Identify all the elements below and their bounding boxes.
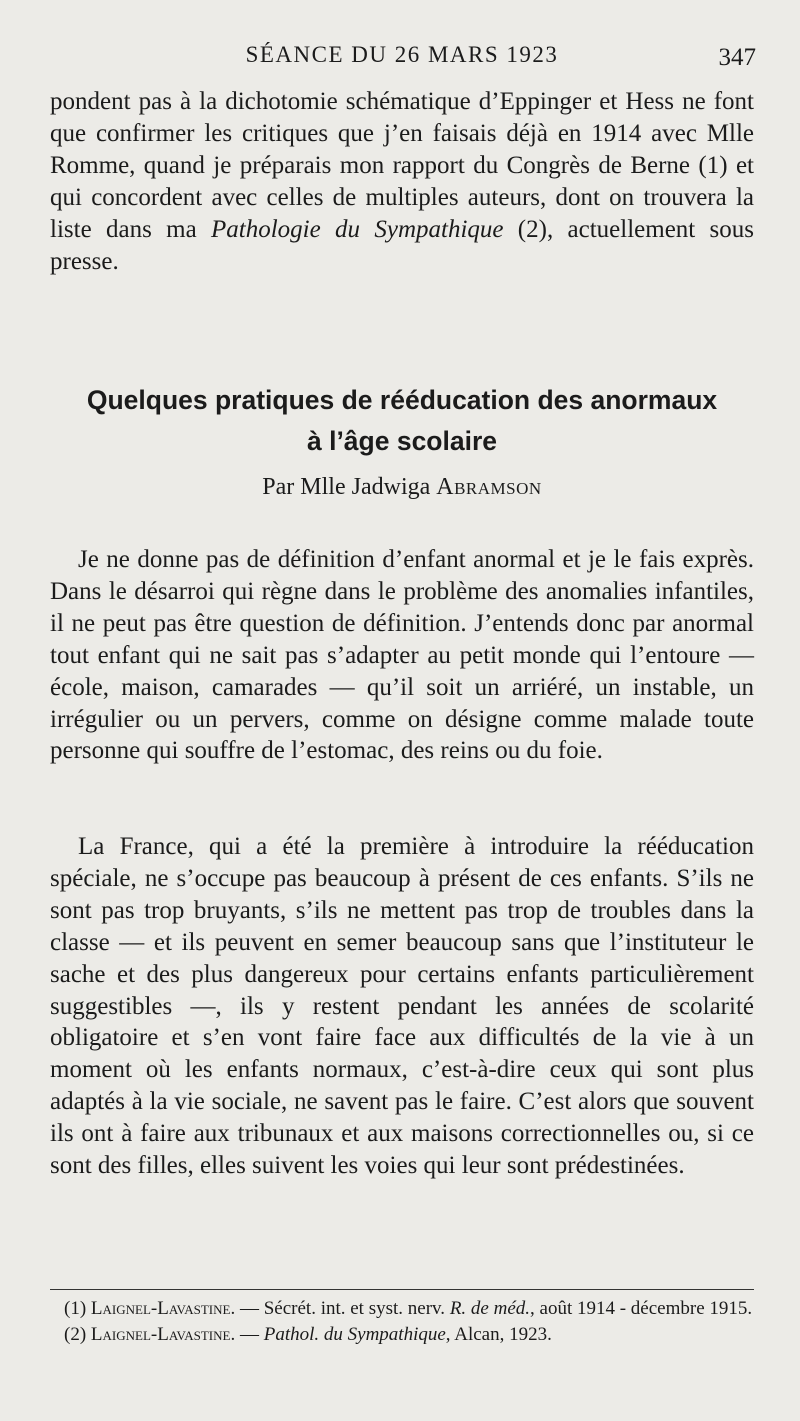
footnote-divider bbox=[50, 1289, 754, 1290]
article-title bbox=[46, 380, 758, 462]
intro-paragraph bbox=[50, 86, 754, 277]
byline-prefix: Par Mlle Jadwiga bbox=[262, 474, 431, 500]
running-head-title: SÉANCE DU 26 MARS 1923 bbox=[245, 42, 559, 67]
body-paragraph bbox=[50, 544, 754, 767]
running-head bbox=[48, 40, 756, 74]
footnote-text: — Sécrét. int. et syst. nerv. bbox=[235, 1298, 450, 1319]
paragraph-text: Je ne donne pas de définition d’enfant anormal et je le fais exprès. Dans le désarroi qui règne dans le problème des anomalies infantiles, il ne peut pas être question de définition. J’entends donc par anormal tout enfant qui ne sait pas s’adapter au petit monde qui l’entoure — école, maison, camarades — qu’il soit un arriéré, un instable, un irrégulier ou un pervers, comme on désigne comme malade toute personne qui souffre de l’estomac, des reins ou du foie. bbox=[50, 546, 754, 765]
intro-text-end: (2), actuellement sous presse. bbox=[50, 215, 755, 275]
article-title-line-1: Quelques pratiques de rééducation des anormaux bbox=[86, 385, 718, 415]
footnote-marker: (2) bbox=[64, 1324, 87, 1345]
page-number: 347 bbox=[718, 44, 756, 71]
footnote bbox=[50, 1322, 754, 1348]
footnote-marker: (1) bbox=[64, 1298, 87, 1319]
footnote-journal: R. de méd. bbox=[449, 1298, 531, 1319]
footnote-text-end: , Alcan, 1923. bbox=[445, 1324, 552, 1345]
paragraph-text: La France, qui a été la première à introduire la rééducation spéciale, ne s’occupe pas beaucoup à présent de ces enfants. S’ils ne sont pas trop bruyants, s’ils ne mettent pas trop de troubles dans la classe — et ils peuvent en semer beaucoup sans que l’instituteur le sache et des plus dangereux pour certains enfants particulièrement suggestibles —, ils y restent pendant les années de scolarité obligatoire et s’en vont faire face aux difficultés de la vie à un moment où les enfants normaux, c’est-à-dire ceux qui sont plus adaptés à la vie sociale, ne savent pas le faire. C’est alors que souvent ils ont à faire aux tribunaux et aux maisons correctionnelles ou, si ce sont des filles, elles suivent les voies qui leur sont prédestinées. bbox=[50, 833, 754, 1180]
intro-text-start: pondent pas à la dichotomie schématique d’Eppinger et Hess ne font que confirmer les critiques que j’en faisais déjà en 1914 avec Mlle Romme, quand je préparais mon rapport du Congrès de Berne (1) et qui concordent avec celles de multiples auteurs, dont on trouvera la liste dans ma bbox=[50, 88, 754, 243]
footnote-author: Laignel-Lavastine. bbox=[90, 1324, 236, 1345]
footnote bbox=[50, 1296, 754, 1322]
footnote-author: Laignel-Lavastine. bbox=[90, 1298, 236, 1319]
intro-book-title: Pathologie du Sympathique bbox=[211, 215, 504, 243]
article-title-line-2: à l’âge scolaire bbox=[306, 426, 498, 456]
body-paragraph bbox=[50, 831, 754, 1182]
footnote-book-title: Pathol. du Sympathique bbox=[263, 1324, 446, 1345]
byline-author-name: Abramson bbox=[436, 474, 542, 500]
footnotes bbox=[50, 1296, 754, 1348]
article-byline bbox=[48, 474, 756, 501]
footnote-text: — bbox=[235, 1324, 264, 1345]
footnote-text-end: , août 1914 - décembre 1915. bbox=[530, 1298, 753, 1319]
